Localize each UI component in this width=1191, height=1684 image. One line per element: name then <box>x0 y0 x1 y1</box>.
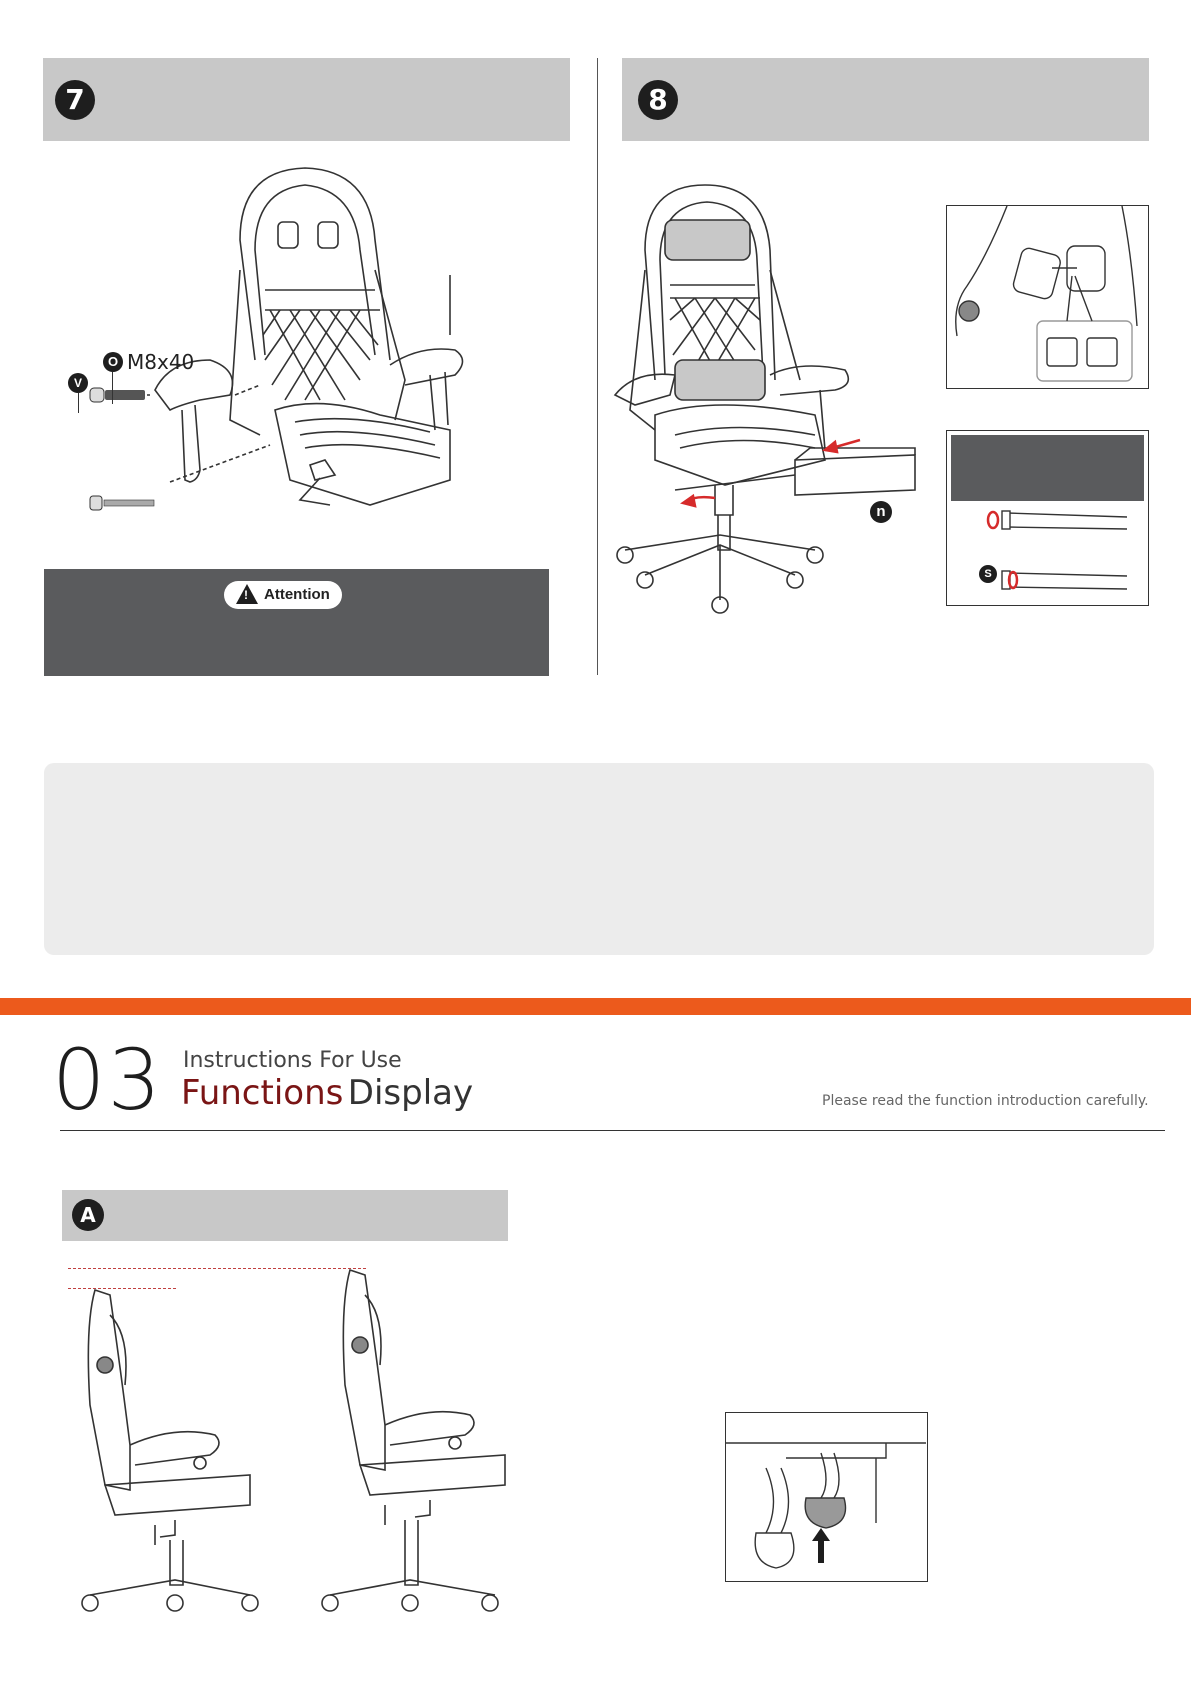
pin-detail-header <box>951 435 1144 501</box>
step8-chair-illustration <box>615 180 945 630</box>
height-line-high <box>68 1268 366 1269</box>
section-subtitle: Instructions For Use <box>183 1048 402 1073</box>
chair-side-high <box>330 1265 520 1615</box>
pin-detail-drawing <box>947 511 1147 606</box>
function-a-header-bar <box>62 1190 508 1241</box>
step7-chair-illustration <box>60 160 520 530</box>
footrest-n-badge: n <box>870 501 892 523</box>
attention-pill <box>224 581 342 609</box>
attention-label: Attention <box>264 586 330 603</box>
step7-number: 7 <box>55 80 95 120</box>
function-a-letter: A <box>72 1199 104 1231</box>
warning-exclamation: ! <box>244 588 248 602</box>
pin-detail-box <box>946 430 1149 606</box>
orange-section-divider <box>0 998 1191 1015</box>
chair-side-low <box>75 1285 265 1615</box>
lever-detail-drawing <box>726 1413 926 1581</box>
pin-s-badge: S <box>979 565 997 583</box>
washer-leader-line <box>78 393 79 413</box>
buckle-detail-drawing <box>947 206 1147 386</box>
attention-box <box>44 569 549 676</box>
section-title-highlight: Functions <box>181 1073 344 1113</box>
step8-number: 8 <box>638 80 678 120</box>
section-underline <box>60 1130 1165 1131</box>
lever-detail-box <box>725 1412 928 1582</box>
buckle-detail-box <box>946 205 1149 389</box>
section-title <box>181 1073 473 1113</box>
section-number: 03 <box>52 1031 163 1129</box>
section-note: Please read the function introduction carefully. <box>822 1093 1149 1109</box>
bolt-leader-line <box>112 372 113 404</box>
step8-header-bar <box>622 58 1149 141</box>
bolt-size-label: M8x40 <box>127 350 195 374</box>
column-divider <box>597 58 598 675</box>
washer-v-badge: V <box>68 373 88 393</box>
bolt-o-badge: O <box>103 352 123 372</box>
step7-header-bar <box>43 58 570 141</box>
section-title-rest: Display <box>347 1073 474 1113</box>
notes-panel <box>44 763 1154 955</box>
